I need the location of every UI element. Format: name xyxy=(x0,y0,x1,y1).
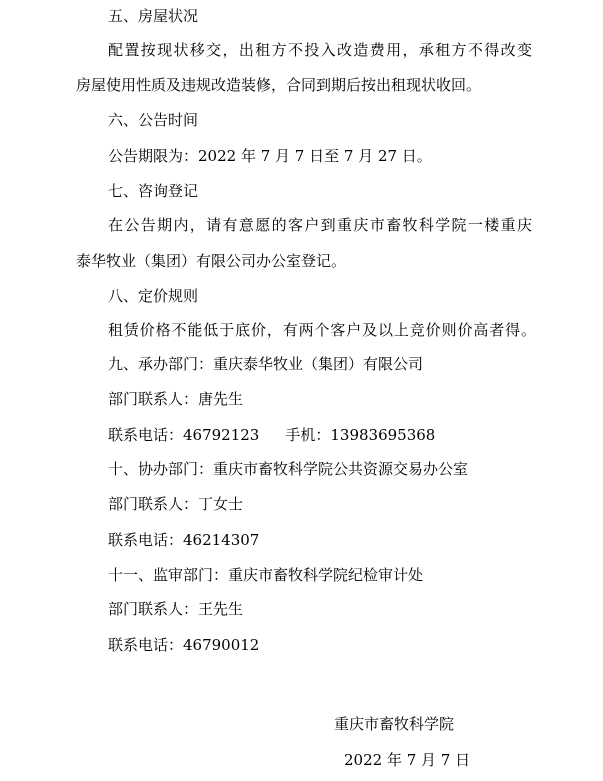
section-10-phone: 联系电话：46214307 xyxy=(108,531,260,549)
section-6-body: 公告期限为：2022 年 7 月 7 日至 7 月 27 日。 xyxy=(108,147,432,165)
section-11-phone: 联系电话：46790012 xyxy=(108,636,260,654)
section-9-contact: 部门联系人：唐先生 xyxy=(108,390,244,408)
section-5-heading: 五、房屋状况 xyxy=(108,7,199,25)
section-11-heading: 十一、监审部门：重庆市畜牧科学院纪检审计处 xyxy=(108,566,424,584)
section-10-heading: 十、协办部门：重庆市畜牧科学院公共资源交易办公室 xyxy=(108,460,469,478)
section-9-mobile: 手机：13983695368 xyxy=(285,426,436,444)
section-9-phone-row xyxy=(108,425,435,445)
section-7-paragraph-line-1: 在公告期内，请有意愿的客户到重庆市畜牧科学院一楼重庆 xyxy=(108,216,532,234)
section-7-paragraph-line-2: 泰华牧业（集团）有限公司办公室登记。 xyxy=(76,252,347,270)
section-8-heading: 八、定价规则 xyxy=(108,287,199,305)
signature-organization: 重庆市畜牧科学院 xyxy=(334,715,455,733)
section-6-heading: 六、公告时间 xyxy=(108,111,199,129)
section-11-contact: 部门联系人：王先生 xyxy=(108,600,244,618)
section-8-body: 租赁价格不能低于底价，有两个客户及以上竞价则价高者得。 xyxy=(108,321,536,339)
section-9-phone: 联系电话：46792123 xyxy=(108,426,260,444)
section-9-heading: 九、承办部门：重庆泰华牧业（集团）有限公司 xyxy=(108,355,424,373)
section-5-paragraph-line-2: 房屋使用性质及违规改造装修，合同到期后按出租现状收回。 xyxy=(76,76,482,94)
section-7-heading: 七、咨询登记 xyxy=(108,182,199,200)
signature-date: 2022 年 7 月 7 日 xyxy=(344,751,471,769)
section-10-contact: 部门联系人：丁女士 xyxy=(108,495,244,513)
section-5-paragraph-line-1: 配置按现状移交，出租方不投入改造费用，承租方不得改变 xyxy=(108,41,532,59)
